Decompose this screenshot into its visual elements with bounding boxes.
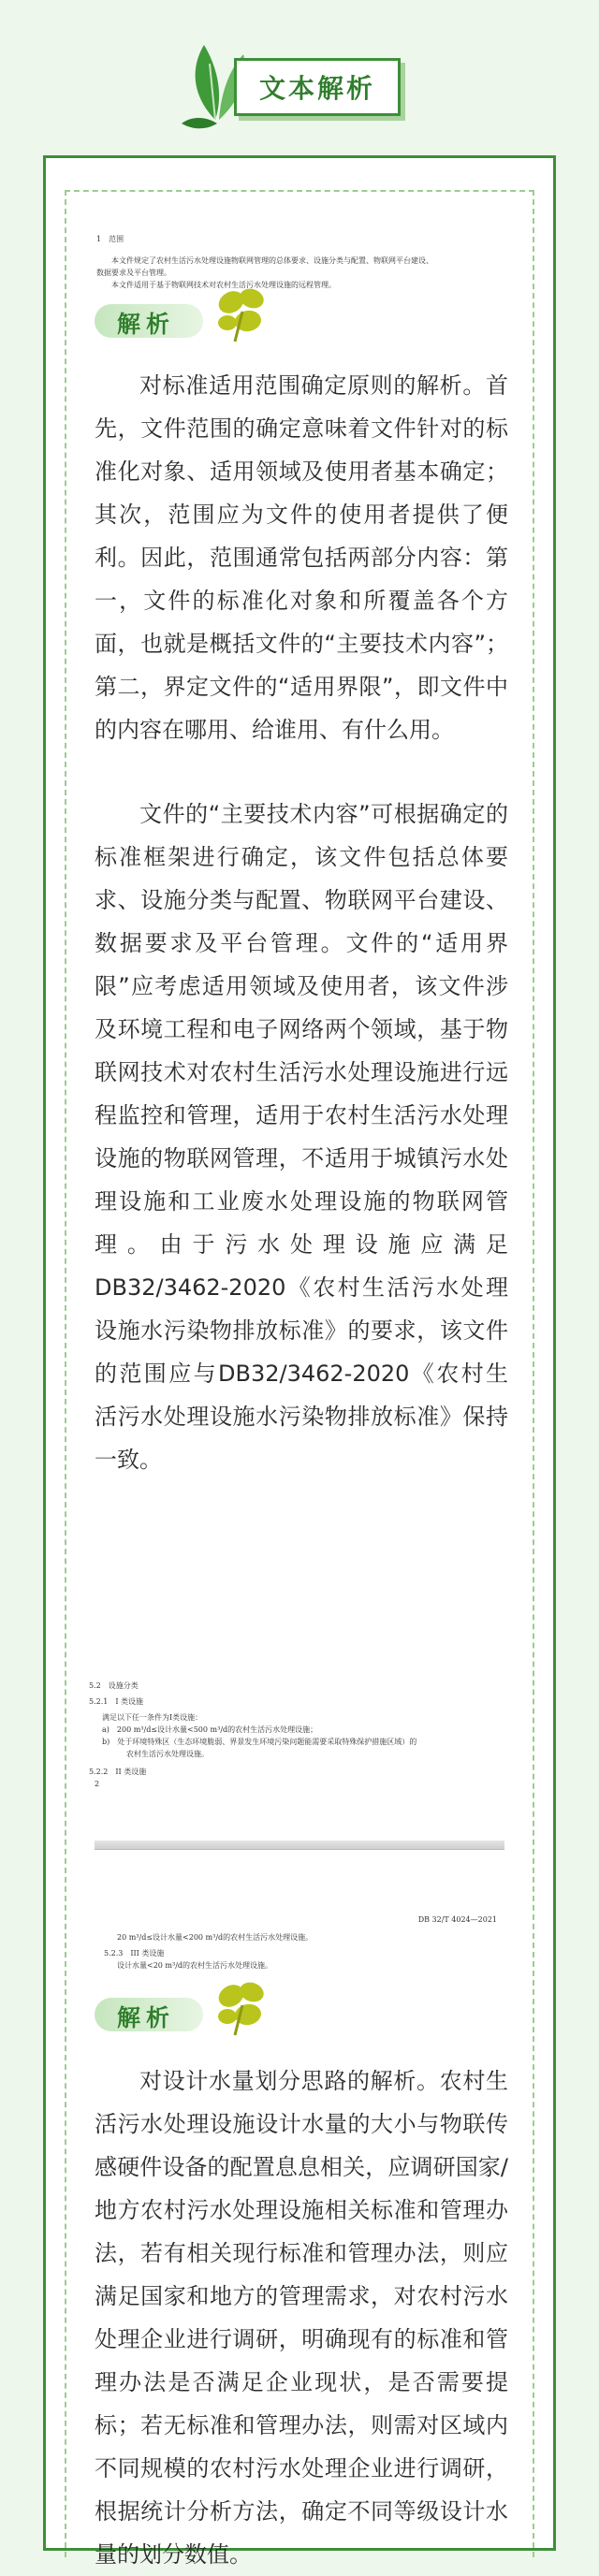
- excerpt-line: 2: [95, 1780, 100, 1788]
- ginkgo-leaf-icon: [214, 285, 270, 343]
- analysis-paragraph: 文件的“主要技术内容”可根据确定的标准框架进行确定，该文件包括总体要求、设施分类与配置、物联网平台建设、数据要求及平台管理。文件的“适用界限”应考虑适用领域及使用者，该文件涉及环境工程和电子网络两个领域，基于物联网技术对农村生活污水处理设施进行远程监控和管理，适用于农村生活污水处理设施的物联网管理，不适用于城镇污水处理设施和工业废水处理设施的物联网管理。由于污水处理设施应满足DB32/3462-2020《农村生活污水处理设施水污染物排放标准》的要求，该文件的范围应与DB32/3462-2020《农村生活污水处理设施水污染物排放标准》保持一致。: [95, 801, 508, 1473]
- dashed-inner-frame: [65, 190, 534, 2568]
- analysis-paragraph: 对设计水量划分思路的解析。农村生活污水处理设施设计水量的大小与物联传感硬件设备的配置息息相关，应调研国家/地方农村污水处理设施相关标准和管理办法，若有相关现行标准和管理办法，则应满足国家和地方的管理需求，对农村污水处理企业进行调研，明确现有的标准和管理办法是否满足企业现状，是否需要提标；若无标准和管理办法，则需对区域内不同规模的农村污水处理企业进行调研，根据统计分析方法，确定不同等级设计水量的划分数值。: [95, 2068, 508, 2568]
- analysis-label: 解析: [117, 2004, 176, 2031]
- analysis-badge: [95, 285, 282, 351]
- excerpt-heading: 5.2 设施分类: [89, 1681, 139, 1690]
- analysis-label: 解析: [117, 311, 176, 338]
- excerpt-subheading: 5.2.3 III 类设施: [104, 1949, 165, 1957]
- excerpt-line: 农村生活污水处理设施。: [126, 1750, 209, 1758]
- ginkgo-leaf-icon: [214, 1979, 270, 2037]
- excerpt-line: 数据要求及平台管理。: [96, 269, 171, 277]
- doc-excerpt-continued: [104, 1914, 497, 1972]
- section-header: [0, 0, 599, 140]
- page-title-box: [234, 58, 401, 116]
- content-frame: [43, 155, 556, 2568]
- doc-excerpt-classification: [89, 1680, 501, 1790]
- page-title: 文本解析: [258, 73, 375, 104]
- doc-excerpt-scope: [96, 233, 508, 291]
- excerpt-line: 设计水量<20 m³/d的农村生活污水处理设施。: [117, 1961, 273, 1970]
- excerpt-subheading: 5.2.1 I 类设施: [89, 1697, 144, 1706]
- analysis-badge: [95, 1979, 282, 2045]
- analysis-pill: [95, 304, 203, 338]
- page-divider: [95, 1841, 504, 1850]
- excerpt-line: b) 处于环境特殊区（生态环境脆弱、界景发生环境污染问题能需要采取特殊保护措施区域）的: [102, 1738, 417, 1746]
- excerpt-line: a) 200 m³/d≤设计水量<500 m³/d的农村生活污水处理设施；: [102, 1725, 318, 1734]
- excerpt-subheading: 5.2.2 II 类设施: [89, 1768, 147, 1776]
- excerpt-line: 20 m³/d≤设计水量<200 m³/d的农村生活污水处理设施。: [117, 1933, 314, 1942]
- analysis-pill: [95, 1998, 203, 2031]
- analysis-paragraph: 对标准适用范围确定原则的解析。首先，文件范围的确定意味着文件针对的标准化对象、适用领域及使用者基本确定；其次，范围应为文件的使用者提供了便利。因此，范围通常包括两部分内容：第一，文件的标准化对象和所覆盖各个方面，也就是概括文件的“主要技术内容”；第二，界定文件的“适用界限”，即文件中的内容在哪用、给谁用、有什么用。: [95, 372, 508, 743]
- excerpt-line: 满足以下任一条件为I类设施：: [102, 1713, 203, 1722]
- excerpt-line: 本文件适用于基于物联网技术对农村生活污水处理设施的远程管理。: [111, 281, 336, 289]
- standard-code: DB 32/T 4024—2021: [417, 1915, 497, 1924]
- excerpt-heading: 1 范围: [96, 235, 124, 243]
- excerpt-line: 本文件规定了农村生活污水处理设施物联网管理的总体要求、设施分类与配置、物联网平台建设、: [111, 256, 433, 265]
